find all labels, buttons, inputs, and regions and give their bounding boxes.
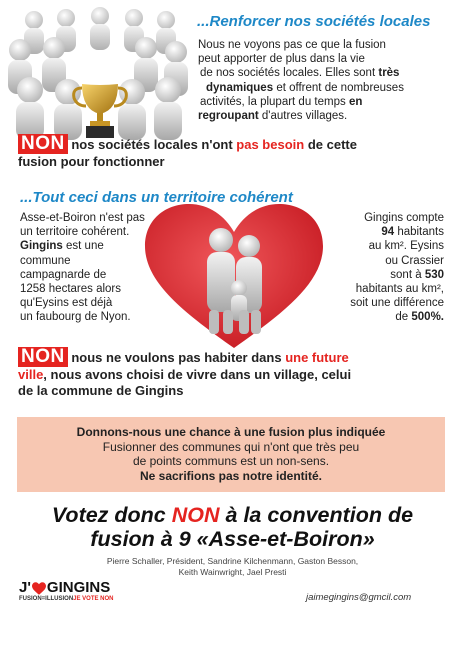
text-line: Nous ne voyons pas ce que la fusion [198,39,386,51]
callout-heading: Donnons-nous une chance à une fusion plus indiquée [76,425,386,439]
text-line: regroupant d'autres villages. [198,110,348,123]
signatories: Pierre Schaller, Président, Sandrine Kilchenmann, Gaston Besson, Keith Wainwright, Jael Presti [106,556,359,577]
callout-box: Donnons-nous une chance à une fusion plus indiquée Fusionner des communes qui n'ont que très peu de points communs est un non-sens. Ne sacrifions pas notre identité. [17,417,445,492]
non-statement-2: NON nous ne voulons pas habiter dans une future ville, nous avons choisi de vivre dans un village, celui de la commune de Gingins [18,346,352,398]
section-title-territoire: ...Tout ceci dans un territoire cohérent [20,189,293,206]
text-line: de nos sociétés locales. Elles sont très [200,67,400,80]
vote-headline: Votez donc NON à la convention de fusion à 9 «Asse-et-Boiron» [51,503,414,551]
section2-right-text: Gingins compte 94 habitants au km². Eysins ou Crassier sont à 530 habitants au km², soit une différence de 500%. [350,212,444,324]
text-line: dynamiques et offrent de nombreuses [206,81,404,94]
non-statement-1: NON nos sociétés locales n'ont pas besoin de cette fusion pour fonctionner [18,133,357,169]
section-title-societes: ...Renforcer nos sociétés locales [197,13,431,30]
text-line: activités, la plupart du temps en [200,95,363,108]
contact-email[interactable]: jaimegingins@gmcil.com [306,592,412,603]
section2-left-text: Asse-et-Boiron n'est pas un territoire cohérent. Gingins est une commune campagnarde de 1258 hectares alors qu'Eysins est déjà un faubourg de Nyon. [20,212,145,324]
text-line: peut apporter de plus dans la vie [198,53,365,66]
jaime-gingins-logo: J' GINGINS FUSION=ILLUSIONJE VOTE NON [19,579,114,602]
heart-family-illustration [143,202,325,350]
non-badge: NON [18,134,68,154]
heart-icon [32,582,46,595]
crowd-trophy-illustration [4,6,190,142]
section1-paragraph [198,38,460,123]
non-badge: NON [18,347,68,367]
